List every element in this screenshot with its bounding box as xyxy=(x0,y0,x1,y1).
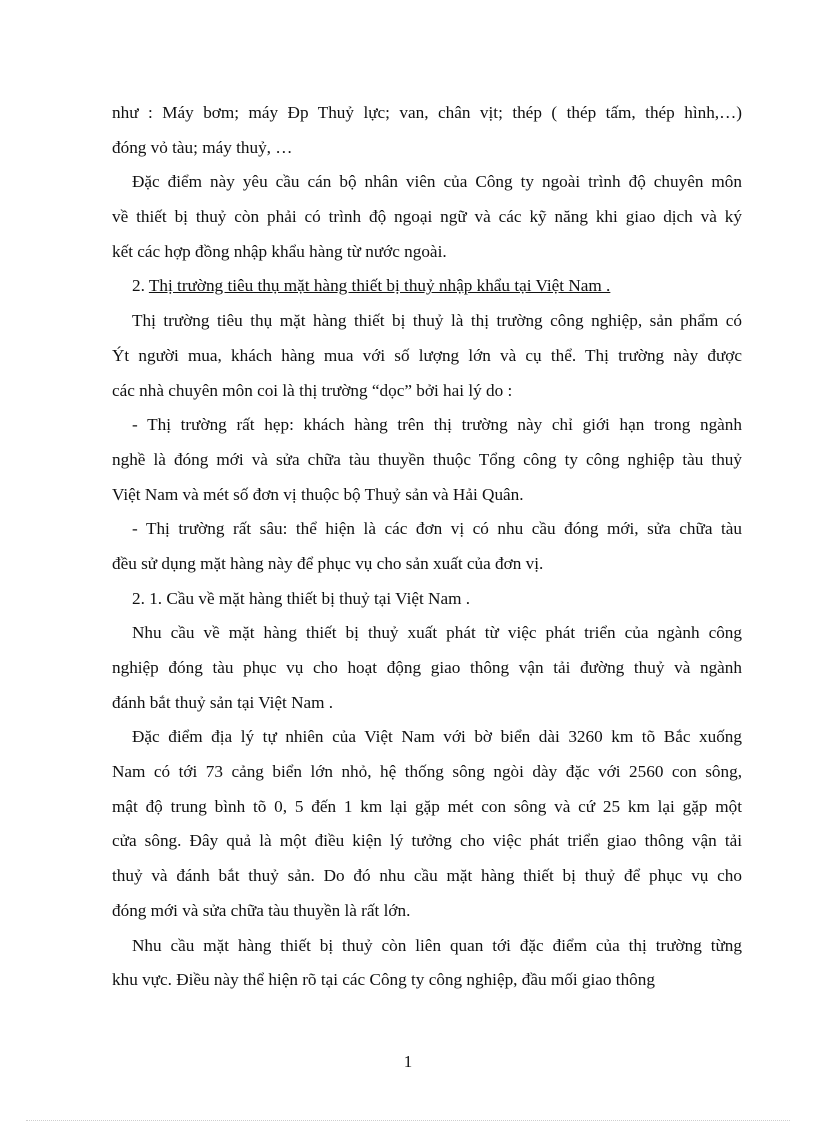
text-line: thuỷ và đánh bắt thuỷ sản. Do đó nhu cầu mặt hàng thiết bị thuỷ để phục vụ cho xyxy=(112,866,742,886)
text-line: các nhà chuyên môn coi là thị trường “dọc” bởi hai lý do : xyxy=(112,380,513,400)
text-line: đánh bắt thuỷ sản tại Việt Nam . xyxy=(112,692,334,712)
subsection-heading: 2. 1. Cầu về mặt hàng thiết bị thuỷ tại Việt Nam . xyxy=(132,588,471,608)
text-line: - Thị trường rất hẹp: khách hàng trên thị trường này chỉ giới hạn trong ngành xyxy=(132,415,742,435)
text-line: đều sử dụng mặt hàng này để phục vụ cho sản xuất của đơn vị. xyxy=(112,553,544,573)
page-bottom-divider xyxy=(26,1120,790,1121)
text-line: - Thị trường rất sâu: thể hiện là các đơn vị có nhu cầu đóng mới, sửa chữa tàu xyxy=(132,519,742,539)
section-heading xyxy=(112,269,742,304)
text-line: kết các hợp đồng nhập khẩu hàng từ nước ngoài. xyxy=(112,241,447,261)
section-number: 2. xyxy=(132,276,145,296)
text-line: đóng mới và sửa chữa tàu thuyền là rất lớn. xyxy=(112,900,411,920)
text-line: đóng vỏ tàu; máy thuỷ, … xyxy=(112,137,293,157)
text-line: Nam có tới 73 cảng biển lớn nhỏ, hệ thống sông ngòi dày đặc với 2560 con sông, xyxy=(112,762,742,782)
text-line: mật độ trung bình tõ 0, 5 đến 1 km lại gặp mét con sông và cứ 25 km lại gặp một xyxy=(112,796,742,816)
text-line: như : Máy bơm; máy Đp Thuỷ lực; van, chân vịt; thép ( thép tấm, thép hình,…) xyxy=(112,103,742,122)
page-number: 1 xyxy=(403,1052,413,1071)
text-line: nghề là đóng mới và sửa chữa tàu thuyền thuộc Tổng công ty công nghiệp tàu thuỷ xyxy=(112,449,742,469)
text-line: về thiết bị thuỷ còn phải có trình độ ngoại ngữ và các kỹ năng khi giao dịch và ký xyxy=(112,207,742,227)
text-line: khu vực. Điều này thể hiện rõ tại các Công ty công nghiệp, đầu mối giao thông xyxy=(112,970,655,990)
text-line: cửa sông. Đây quả là một điều kiện lý tưởng cho việc phát triển giao thông vận tải xyxy=(112,831,742,851)
text-line: Đặc điểm địa lý tự nhiên của Việt Nam với bờ biển dài 3260 km tõ Bắc xuống xyxy=(132,727,742,747)
text-line: Ýt người mua, khách hàng mua với số lượng lớn và cụ thể. Thị trường này được xyxy=(112,345,742,365)
text-line: Nhu cầu về mặt hàng thiết bị thuỷ xuất phát từ việc phát triển của ngành công xyxy=(132,623,742,643)
text-line: Thị trường tiêu thụ mặt hàng thiết bị thuỷ là thị trường công nghiệp, sản phẩm có xyxy=(132,311,742,331)
text-line: Nhu cầu mặt hàng thiết bị thuỷ còn liên quan tới đặc điểm của thị trường từng xyxy=(132,935,742,955)
section-title: Thị trường tiêu thụ mặt hàng thiết bị thuỷ nhập khẩu tại Việt Nam . xyxy=(148,276,611,296)
text-line: Đặc điểm này yêu cầu cán bộ nhân viên của Công ty ngoài trình độ chuyên môn xyxy=(132,172,742,192)
document-body xyxy=(112,96,742,998)
text-line: Việt Nam và mét số đơn vị thuộc bộ Thuỷ sản và Hải Quân. xyxy=(112,484,524,504)
text-line: nghiệp đóng tàu phục vụ cho hoạt động giao thông vận tải đường thuỷ và ngành xyxy=(112,658,742,677)
